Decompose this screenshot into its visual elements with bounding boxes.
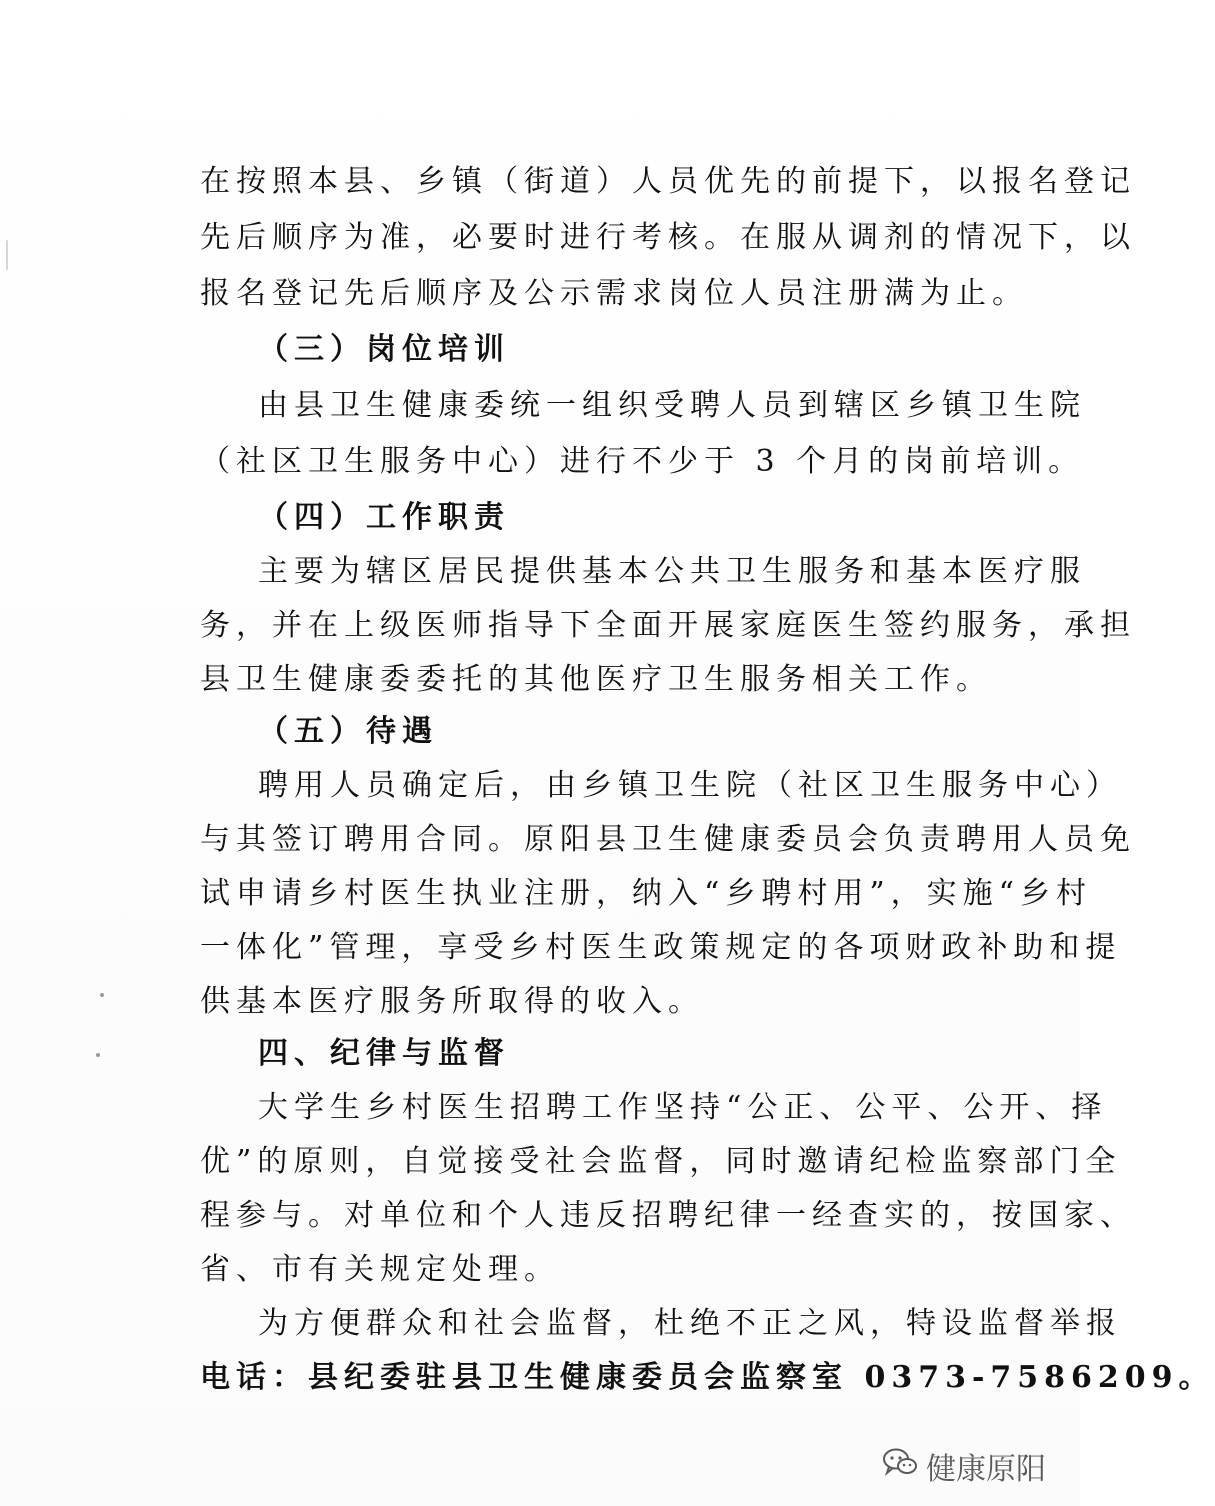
section-heading: （三）岗位培训 bbox=[258, 332, 510, 367]
body-text-line: 由县卫生健康委统一组织受聘人员到辖区乡镇卫生院 bbox=[258, 388, 1086, 423]
body-text-line: 大学生乡村医生招聘工作坚持“公正、公平、公开、择 bbox=[258, 1090, 1108, 1125]
body-text-line: 县卫生健康委委托的其他医疗卫生服务相关工作。 bbox=[200, 662, 992, 697]
body-text-line: 供基本医疗服务所取得的收入。 bbox=[200, 984, 704, 1019]
body-text-line: 为方便群众和社会监督，杜绝不正之风，特设监督举报 bbox=[258, 1306, 1122, 1341]
body-text-line: 省、市有关规定处理。 bbox=[200, 1252, 560, 1287]
body-text-line: 程参与。对单位和个人违反招聘纪律一经查实的，按国家、 bbox=[200, 1198, 1136, 1233]
wechat-icon bbox=[882, 1447, 918, 1485]
section-heading: （五）待遇 bbox=[258, 714, 438, 749]
body-text-line: 报名登记先后顺序及公示需求岗位人员注册满为止。 bbox=[200, 276, 1028, 311]
scan-speck bbox=[100, 993, 104, 997]
body-text-line: 先后顺序为准，必要时进行考核。在服从调剂的情况下，以 bbox=[200, 220, 1136, 255]
body-text-line: 与其签订聘用合同。原阳县卫生健康委员会负责聘用人员免 bbox=[200, 822, 1136, 857]
body-text-line: 务，并在上级医师指导下全面开展家庭医生签约服务，承担 bbox=[200, 608, 1136, 643]
body-text-line: 试申请乡村医生执业注册，纳入“乡聘村用”，实施“乡村 bbox=[200, 876, 1093, 911]
body-text-line: 在按照本县、乡镇（街道）人员优先的前提下，以报名登记 bbox=[200, 164, 1136, 199]
body-text-line: 聘用人员确定后，由乡镇卫生院（社区卫生服务中心） bbox=[258, 768, 1122, 803]
body-text-line: 主要为辖区居民提供基本公共卫生服务和基本医疗服 bbox=[258, 554, 1086, 589]
body-text-line: （社区卫生服务中心）进行不少于 3 个月的岗前培训。 bbox=[200, 444, 1085, 479]
section-heading: 四、纪律与监督 bbox=[258, 1036, 510, 1071]
body-text-line: 一体化”管理，享受乡村医生政策规定的各项财政补助和提 bbox=[200, 930, 1122, 965]
section-heading: （四）工作职责 bbox=[258, 500, 510, 535]
body-text-line: 优”的原则，自觉接受社会监督，同时邀请纪检监察部门全 bbox=[200, 1144, 1122, 1179]
watermark-text: 健康原阳 bbox=[926, 1452, 1046, 1487]
watermark bbox=[882, 1444, 1046, 1488]
body-text-line: 电话：县纪委驻县卫生健康委员会监察室 0373-7586209。 bbox=[200, 1360, 1215, 1395]
scan-edge-mark bbox=[6, 240, 8, 270]
scan-speck bbox=[96, 1053, 100, 1057]
